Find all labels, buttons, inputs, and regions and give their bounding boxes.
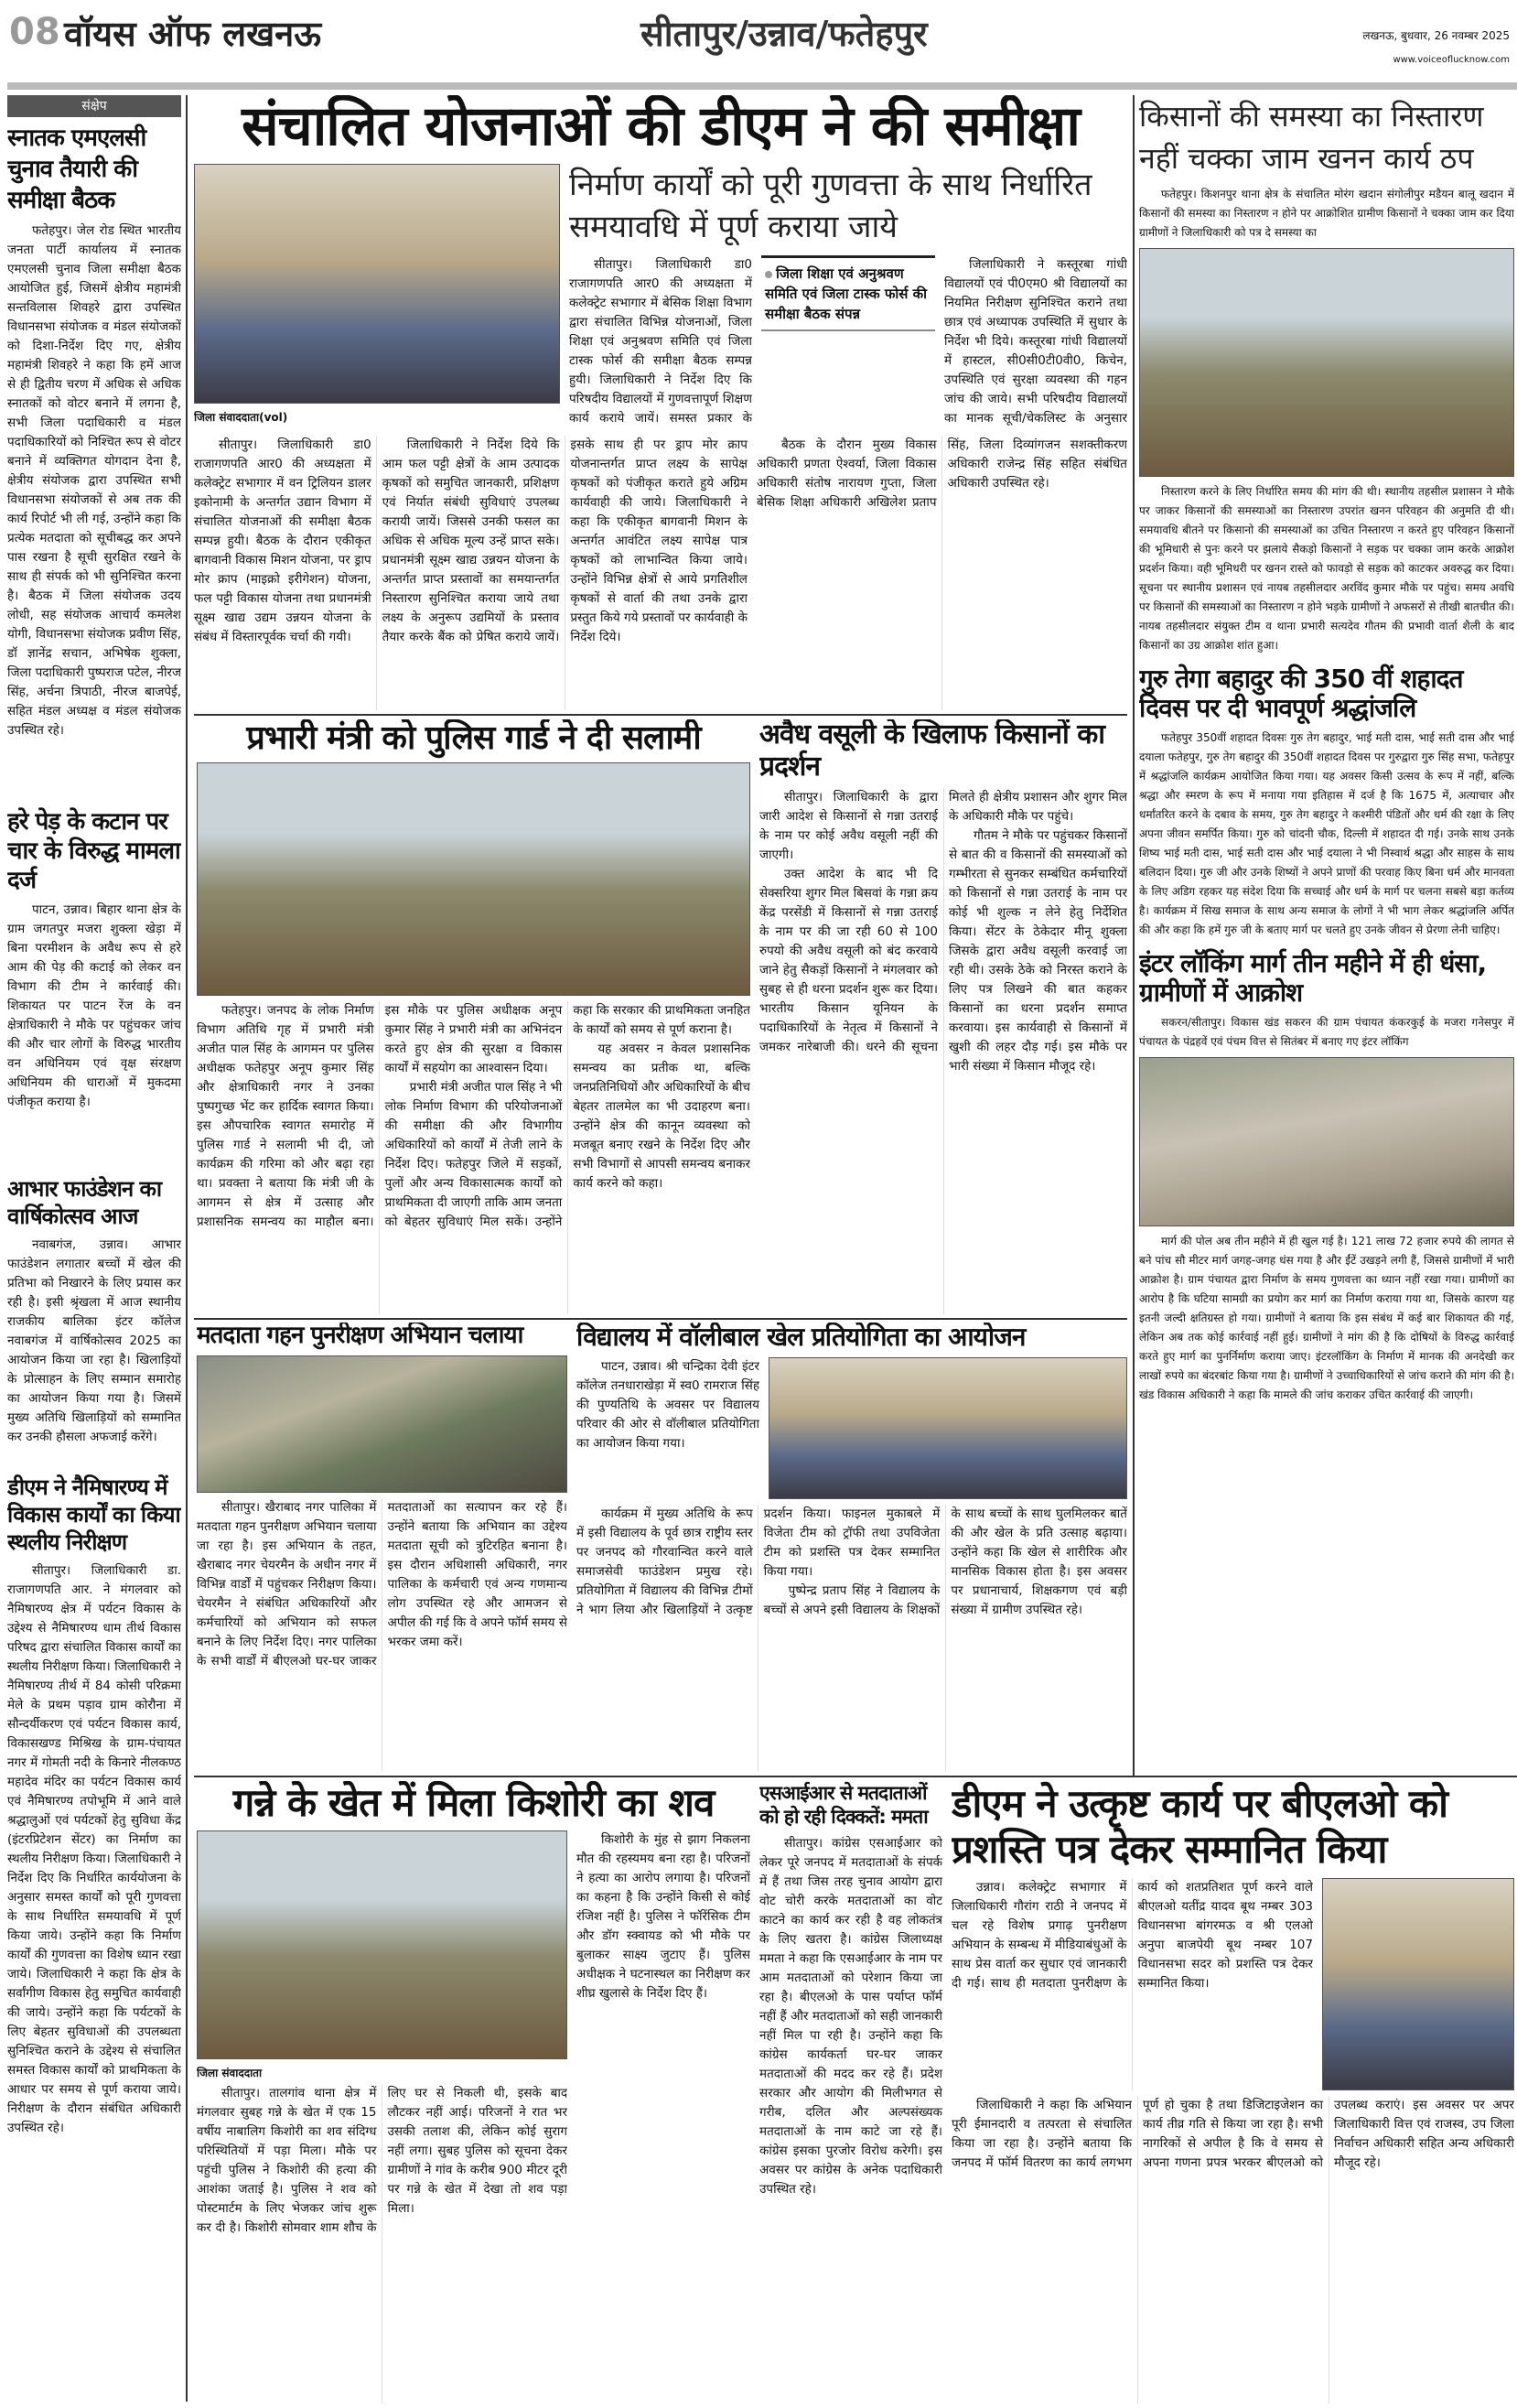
article-body bbox=[197, 2084, 567, 2403]
photo-credit: जिला संवाददाता bbox=[197, 2067, 263, 2080]
paragraph: जिलाधिकारी ने कस्तूरबा गांधी विद्यालयों एवं पी0एम0 श्री विद्यालयों का नियमित निरीक्षण सुनिश्चित कराने तथा छात्र एवं अध्यापक उपस्थिति में सुधार के निर्देश भी दिये। कस्तूरबा गांधी विद्यालयों में हास्टल, सी0सी0टी0वी0, किचेन, उपस्थिति एवं सुरक्षा व्यवस्था की गहन जांच की जाये। सभी परिषदीय विद्यालयों का मानक सूची/चेकलिस्ट के अनुसार bbox=[944, 257, 1127, 426]
headline: आभार फाउंडेशन का वार्षिकोत्सव आज bbox=[7, 1176, 162, 1229]
paragraph: यह अवसर न केवल प्रशासनिक समन्वय का प्रतीक था, बल्कि जनप्रतिनिधियों और अधिकारियों के बीच बेहतर तालमेल का भी उदाहरण बना। उन्होंने क्षेत्र की कानून व्यवस्था को मजबूत बनाए रखने के निर्देश दिए और सभी विभागों से आपसी समन्वय बनाकर कार्य करने को कहा। bbox=[573, 1042, 750, 1192]
masthead: वॉयस ऑफ लखनऊ bbox=[64, 14, 322, 54]
volleyball-story bbox=[576, 1323, 1127, 1771]
blo-story bbox=[952, 1781, 1514, 2403]
column-divider bbox=[1133, 95, 1135, 1776]
left-column bbox=[7, 95, 181, 2403]
article-body bbox=[1139, 1232, 1514, 1772]
article-body bbox=[7, 1236, 181, 1464]
paragraph: सीतापुर। खैराबाद नगर पालिका में मतदाता गहन पुनरीक्षण अभियान चलाया जा रहा है। इस अभियान के तहत, खैराबाद नगर चेयरमैन के अधीन नगर में विभिन्न वार्डों में पहुंचकर निरीक्षण किया। चेयरमैन ने संबंधित अधिकारियों और कर्मचारियों को अभियान को सफल बनाने के लिए निर्देश दिए। नगर पालिका के सभी वार्डों में बीएलओ घर-घर जाकर मतदाताओं का सत्यापन कर रहे हैं। उन्होंने बताया कि अभियान का उद्देश्य मतदाता सूची को त्रुटिरहित बनाना है। इस दौरान अधिशासी अधिकारी, नगर पालिका के कर्मचारी एवं अन्य गणमान्य लोग उपस्थित रहे और आमजन से अपील की गई कि वे अपने फॉर्म समय से भरकर जमा करें। bbox=[197, 1499, 567, 1668]
paragraph: सीतापुर। जिलाधिकारी डा0 राजागणपति आर0 की अध्यक्षता में कलेक्ट्रेट सभागार में बेसिक शिक्षा विभाग द्वारा संचालित विभिन्न योजनाओं, जिला शिक्षा एवं अनुश्रवण समिति एवं जिला टास्क फोर्स की समीक्षा बैठक सम्पन्न हुयी। जिलाधिकारी ने निर्देश दिए कि परिषदीय विद्यालयों में गुणवत्तापूर्ण शिक्षण कार्य कराये जायें। समस्त प्रकार के bbox=[569, 257, 752, 426]
voter-campaign-photo bbox=[197, 1355, 567, 1493]
article-body bbox=[757, 436, 1127, 710]
photo-credit: जिला संवाददाता(vol) bbox=[194, 411, 288, 424]
voter-story bbox=[197, 1323, 567, 1771]
headline: प्रभारी मंत्री को पुलिस गार्ड ने दी सलामी bbox=[246, 719, 701, 757]
paragraph: पुष्पेन्द्र प्रताप सिंह ने विद्यालय के बच्चों से अपने इसी विद्यालय के शिक्षकों के साथ बच्चों के साथ घुलमिलकर बातें की और खेल के प्रति उत्साह बढ़ाया। उन्होंने कहा कि खेल से शारीरिक और मानसिक विकास होता है। इस अवसर पर प्रधानाचार्य, शिक्षकगण एवं बड़ी संख्या में ग्रामीण उपस्थित रहे। bbox=[763, 1506, 1127, 1618]
section-title: सीतापुर/उन्नाव/फतेहपुर bbox=[640, 14, 928, 54]
article-body bbox=[7, 1561, 181, 2403]
article-body bbox=[576, 1357, 759, 1499]
paragraph: फतेहपुर। जनपद के लोक निर्माण विभाग अतिथि गृह में प्रभारी मंत्री अजीत पाल सिंह के आगमन पर पुलिस अधीक्षक फतेहपुर अनूप कुमार सिंह और क्षेत्राधिकारी नगर ने उनका पुष्पगुच्छ भेंट कर हार्दिक स्वागत किया। इस औपचारिक स्वागत समारोह में पुलिस गार्ड ने सलामी भी दी, जो कार्यक्रम की गरिमा को और बढ़ा रहा था। प्रवक्ता ने बताया कि मंत्री जी के आगमन से क्षेत्र में उत्साह और प्रशासनिक समन्वय का माहौल बना। इस मौके पर पुलिस अधीक्षक अनूप कुमार सिंह ने प्रभारी मंत्री का अभिनंदन करते हुए क्षेत्र की सुरक्षा व विकास कार्यों में सहयोग का आश्वासन दिया। bbox=[197, 1003, 563, 1230]
website[interactable]: www.voiceoflucknow.com bbox=[1393, 55, 1510, 65]
article-body bbox=[952, 2096, 1514, 2403]
article-body bbox=[7, 221, 181, 798]
paragraph: जिलाधिकारी ने कहा कि अभियान पूरी ईमानदारी व तत्परता से संचालित किया जा रहा है। उन्होंने बताया कि जनपद में फॉर्म वितरण का कार्य लगभग पूर्ण हो चुका है तथा डिजिटाइजेशन का कार्य तीव्र गति से किया जा रहा है। सभी नागरिकों से अपील है कि वे समय से अपना गणना प्रपत्र भरकर बीएलओ को उपलब्ध कराएं। इस अवसर पर अपर जिलाधिकारी वित्त एवं राजस्व, उप जिला निर्वाचन अधिकारी सहित अन्य अधिकारी मौजूद रहे। bbox=[952, 2098, 1514, 2170]
lead-story bbox=[194, 95, 1127, 710]
highlight-text: जिला शिक्षा एवं अनुश्रवण समिति एवं जिला टास्क फोर्स की समीक्षा बैठक संपन्न bbox=[765, 265, 928, 322]
divider bbox=[194, 1776, 1517, 1777]
minister-story bbox=[197, 719, 750, 1314]
meeting-photo bbox=[194, 164, 560, 404]
article-body bbox=[197, 1498, 567, 1771]
headline: अवैध वसूली के खिलाफ किसानों का प्रदर्शन bbox=[759, 719, 1105, 783]
article-body bbox=[1139, 185, 1514, 243]
headline: विद्यालय में वॉलीबाल खेल प्रतियोगिता का आयोजन bbox=[576, 1323, 1026, 1352]
paragraph: गौतम ने मौके पर पहुंचकर किसानों से बात की व किसानों की समस्याओं को गम्भीरता से सुनकर सम्बंधित कर्मचारियों को किसानों से गन्ना उतराई के नाम पर कोई भी शुल्क न लेने हेतु निर्देशित किया। सेंटर के ठेकेदार मीनू शुक्ला जिसके द्वारा अवैध वसूली करवाई जा रही थी। उसके ठेके को निरस्त कराने के लिए पत्र लिखने की बात कहकर किसानों का धरना प्रदर्शन समाप्त करवाया। इस कार्यवाही से किसानों में खुशी की लहर दौड़ गई। इस मौके पर भारी संख्या में किसान मौजूद रहे। bbox=[949, 828, 1127, 1074]
article-body bbox=[1139, 1013, 1514, 1052]
paragraph: फतेहपुर। किशनपुर थाना क्षेत्र के संचालित मोरंग खदान संगोलीपुर मडैयन बालू खदान में किसानों की समस्या का निस्तारण न होने पर आक्रोशित ग्रामीण किसानों ने चक्का जाम कर दिया ग्रामीणों ने जिलाधिकारी को पत्र दे समस्या का bbox=[1139, 188, 1514, 239]
headline: स्नातक एमएलसी चुनाव तैयारी की समीक्षा बैठक bbox=[7, 124, 146, 214]
paragraph: सीतापुर। कांग्रेस एसआईआर को लेकर पूरे जनपद में मतदाताओं के संपर्क में हैं तथा जिस तरह चुनाव आयोग द्वारा वोट चोरी करके मतदाताओं का वोट काटने का कार्य कर रही है वह लोकतंत्र के लिए खतरा है। कांग्रेस जिलाध्यक्ष ममता ने कहा कि एसआईआर के नाम पर आम मतदाताओं को परेशान किया जा रहा है। बीएलओ के पास पर्याप्त फॉर्म नहीं हैं और मतदाताओं को सही जानकारी नहीं मिल पा रही है। उन्होंने कहा कि कांग्रेस कार्यकर्ता घर-घर जाकर मतदाताओं की मदद कर रहे हैं। प्रदेश सरकार और आयोग की मिलीभगत से गरीब, दलित और अल्पसंख्यक मतदाताओं के नाम काटे जा रहे हैं। कांग्रेस इसका पुरजोर विरोध करेगी। इस अवसर पर कांग्रेस के अनेक पदाधिकारी उपस्थित रहे। bbox=[759, 1836, 942, 2197]
column-divider bbox=[186, 95, 188, 2402]
paragraph: नवाबगंज, उन्नाव। आभार फाउंडेशन लगातार बच्चों में खेल की प्रतिभा को निखारने के लिए प्रयास कर रही है। इसी श्रृंखला में आज स्थानीय राजकीय बालिका इंटर कॉलेज नवाबगंज में वार्षिकोत्सव 2025 का आयोजन किया जा रहा है। खिलाड़ियों के प्रोत्साहन के लिए सम्मान समारोह का आयोजन किया गया है। जिसमें मुख्य अतिथि खिलाड़ियों को सम्मानित कर उनकी हौसला अफजाई करेंगे। bbox=[7, 1237, 181, 1444]
paragraph: सकरन/सीतापुर। विकास खंड सकरन की ग्राम पंचायत कंकरकुई के मजरा गनेसपुर में पंचायत के पंद्रहवें एवं पंचम वित्त से सितंबर में बनाए गए इंटर लॉकिंग bbox=[1139, 1016, 1514, 1048]
headline: मतदाता गहन पुनरीक्षण अभियान चलाया bbox=[197, 1323, 523, 1349]
sub-headline: निर्माण कार्यों को पूरी गुणवत्ता के साथ निर्धारित समयावधि में पूर्ण कराया जाये bbox=[569, 167, 1092, 245]
headline: गन्ने के खेत में मिला किशोरी का शव bbox=[232, 1781, 715, 1825]
paragraph: निस्तारण करने के लिए निर्धारित समय की मांग की थी। स्थानीय तहसील प्रशासन ने मौके पर जाकर किसानों की समस्याओं का निस्तारण उपरांत खनन परिवहन की अनुमति दी थी। समयावधि बीतने पर किसानो की समस्याओं का उचित निस्तारण न करते हुए परिवहन किसानों की भूमिधारी से पुनः करने पर झलाये सैकड़ो किसानों ने सड़क पर चक्का जाम करके आक्रोश प्रदर्शन किया। वही भूमिधरी पर खनन रास्ते को फावड़ो से सड़क को काटकर अवरुद्ध कर दिया। सूचना पर स्थानीय प्रशासन एवं नायब तहसीलदार अरविंद कुमार मौके पर पहुंच। समय अवधि पर किसानों की समस्याओं का निस्तारण न होने भड़के ग्रामीणों ने अफसरों से तीखी बातचीत की। नायब तहसीलदार संयुक्त टीम व थाना प्रभारी सत्यदेव गौतम की प्रभावी वार्ता शैली के बाद किसानों का उग्र आक्रोश शांत हुआ। bbox=[1139, 485, 1514, 652]
paragraph: बैठक के दौरान मुख्य विकास अधिकारी प्रणता ऐश्वर्या, जिला विकास अधिकारी संतोष नारायण गुप्ता, जिला बेसिक शिक्षा अधिकारी अखिलेश प्रताप सिंह, जिला दिव्यांगजन सशक्तीकरण अधिकारी राजेन्द्र सिंह सहित संबंधित अधिकारी उपस्थित रहे। bbox=[757, 437, 1127, 510]
protest-story bbox=[759, 719, 1127, 1314]
headline: डीएम ने उत्कृष्ट कार्य पर बीएलओ को प्रशस्ति पत्र देकर सम्मानित किया bbox=[952, 1781, 1448, 1872]
paragraph: सीतापुर। जिलाधिकारी डा. राजागणपति आर. ने मंगलवार को नैमिषारण्य क्षेत्र में पर्यटन विकास के उद्देश्य से नैमिषारण्य धाम तीर्थ विकास परिषद द्वारा संचालित विकास कार्यों का स्थलीय निरीक्षण किया। जिलाधिकारी ने नैमिषारण्य तीर्थ में 84 कोसी परिक्रमा मेले के प्रथम पड़ाव ग्राम कोरौना में सौन्दर्यीकरण एवं पर्यटन विकास कार्य, विकासखण्ड मिश्रिख के ग्राम-पंचायत नगर में गोमती नदी के किनारे नीलकण्ठ महादेव मंदिर का पर्यटन विकास कार्य एवं नैमिषारण्य तपोभूमि में आने वाले श्रद्धालुओं एवं पर्यटकों हेतु सुविधा केंद्र (इंटरप्रिटेशन सेंटर) का निर्माण का स्थलीय निरीक्षण किया। जिलाधिकारी ने निर्देश दिए कि निर्धारित कार्ययोजना के अनुसार समस्त कार्यों को पूरी गुणवत्ता के साथ निर्धारित समयावधि में पूर्ण किया जाये। उन्होंने कहा कि निर्माण कार्यों की गुणवत्ता का विशेष ध्यान रखा जाये। जिलाधिकारी ने कहा कि क्षेत्र के सर्वांगीण विकास हेतु समुचित कार्यवाही की जाये। उन्होंने कहा कि पर्यटकों के लिए बेहतर सुविधाओं की उपलब्धता सुनिश्चित कराने के उद्देश्य से संचालित समस्त विकास कार्यों को प्राथमिकता के आधार पर समय से पूर्ण कराया जाये। निरीक्षण के दौरान संबंधित अधिकारी उपस्थित रहे। bbox=[7, 1563, 181, 2135]
bullet-icon bbox=[765, 271, 772, 278]
paragraph: फतेहपुर। जेल रोड स्थित भारतीय जनता पार्टी कार्यालय में स्नातक एमएलसी चुनाव जिला समीक्षा बैठक आयोजित हुई, जिसमें क्षेत्रीय महामंत्री सन्तविलास शिवहरे द्वारा उपस्थित विधानसभा संयोजक व मंडल संयोजकों को दिशा-निर्देश दिए गए, क्षेत्रीय महामंत्री शिवहरे ने कहा कि हमें आज से ही द्वितीय चरण में अधिक से अधिक स्नातकों को वोटर बनाने में लगना है, सभी जिला पदाधिकारी व मंडल पदाधिकारियों को निश्चित रूप से वोटर बनाने में व्यक्तिगत योगदान देना है, क्षेत्रीय संयोजक द्वारा उपस्थित सभी विधानसभा संयोजकों से अब तक की कार्य रिपोर्ट भी ली गई, उन्होंने कहा कि प्रत्येक मतदाता को सूचीबद्ध कर अपने पास रखना है सूची सुरक्षित रखने के साथ ही संपर्क को भी सुनिश्चित करना है। बैठक में जिला संयोजक उदय लोधी, सह संयोजक आचार्य कमलेश योगी, विधानसभा संयोजक प्रवीण सिंह, डॉ ज्ञानेंद्र सचान, अभिषेक शुक्ला, जिला पदाधिकारी पुष्पराज पटेल, नीरज सिंह, अर्चना त्रिपाठी, नीरज बाजपेई, सहित मंडल अध्यक्ष व मंडल संयोजक उपस्थित रहे। bbox=[7, 223, 181, 738]
article-body bbox=[759, 1834, 942, 2403]
headline: गुरु तेगा बहादुर की 350 वीं शहादत दिवस पर दी भावपूर्ण श्रद्धांजलि bbox=[1139, 664, 1463, 723]
lead-headline: संचालित योजनाओं की डीएम ने की समीक्षा bbox=[242, 95, 1080, 158]
article-body bbox=[944, 255, 1127, 428]
right-column bbox=[1139, 95, 1514, 1772]
paragraph: कार्यक्रम में मुख्य अतिथि के रूप में इसी विद्यालय के पूर्व छात्र राष्ट्रीय स्तर पर जनपद को गौरवान्वित करने वाले समाजसेवी फाउंडेशन प्रमुख रहे। प्रतियोगिता में विद्यालय की विभिन्न टीमों ने भाग लिया और खिलाड़ियों ने उत्कृष्ट प्रदर्शन किया। फाइनल मुकाबले में विजेता टीम को ट्रॉफी तथा उपविजेता टीम को प्रशस्ति पत्र देकर सम्मानित किया गया। bbox=[576, 1506, 941, 1618]
volleyball-event-photo bbox=[769, 1357, 1127, 1499]
headline: किसानों की समस्या का निस्तारण नहीं चक्का जाम खनन कार्य ठप bbox=[1139, 99, 1484, 176]
farmers-protest-photo bbox=[1139, 248, 1514, 477]
article-body bbox=[1139, 729, 1514, 940]
paragraph: फतेहपुर 350वीं शहादत दिवसः गुरु तेग बहादुर, भाई मती दास, भाई सती दास और भाई दयाला फतेहपुर, गुरु तेग बहादुर की 350वीं शहादत दिवस पर गुरुद्वारा गुरु सिंह सभा, फतेहपुर में श्रद्धांजलि कार्यक्रम आयोजित किया गया। यह अवसर किसी उत्सव के रूप में नहीं, बल्कि श्रद्धा और स्मरण के रूप में मनाया गया इतिहास में दर्ज है कि 1675 में, अत्याचार और धर्मांतरित करने के दबाव के समय, गुरु तेग बहादुर ने कश्मीरी पंडितों और धर्म की रक्षा के लिए अपना जीवन समर्पित किया। गुरु को चांदनी चौक, दिल्ली में शहादत दी गई। उनके साथ उनके शिष्य भाई मती दास, भाई सती दास और भाई दयाला ने भी निस्वार्थ श्रद्धा और साहस के साथ बलिदान दिया। गुरु जी और उनके शिष्यों ने अपने प्राणों की परवाह किए बिना धर्म और मानवता के लिए अडिग रहकर यह संदेश दिया कि सच्चाई और धर्म के मार्ग पर चलना सबसे बड़ा कर्तव्य है। कार्यक्रम में सिख समाज के साथ अन्य समाज के लोगों ने भी भाग लेकर श्रद्धांजलि अर्पित की और कहा कि हमें गुरु जी के बताए मार्ग पर चलते हुए उनके जीवन से प्रेरणा लेनी चाहिए। bbox=[1139, 731, 1514, 936]
headline: डीएम ने नैमिषारण्य में विकास कार्यों का किया स्थलीय निरीक्षण bbox=[7, 1474, 180, 1555]
article-body bbox=[569, 255, 752, 428]
paragraph: सीतापुर। जिलाधिकारी डा0 राजागणपति आर0 की अध्यक्षता में कलेक्ट्रेट सभागार में वन ट्रिलियन डालर इकोनामी के अन्तर्गत उद्यान विभाग में संचालित योजनाओं की समीक्षा बैठक सम्पन्न हुयी। बैठक के दौरान एकीकृत बागवानी विकास मिशन योजना, पर ड्राप मोर क्राप (माइक्रो इरीगेशन) योजना, फल पट्टी विकास योजना तथा प्रधानमंत्री सूक्ष्म खाद्य उद्यम उन्नयन योजना के संबंध में विस्तारपूर्वक चर्चा की गयी। bbox=[194, 437, 371, 644]
paragraph: सीतापुर। जिलाधिकारी के द्वारा जारी आदेश से किसानों से गन्ना उतराई के नाम पर कोई अवैध वसूली नहीं की जाएगी। bbox=[759, 790, 938, 862]
article-body bbox=[197, 1001, 750, 1314]
brief-label: संक्षेप bbox=[7, 95, 181, 117]
paragraph: पाटन, उन्नाव। श्री चन्द्रिका देवी इंटर कॉलेज तनधाराखेड़ा में स्व0 रामराज सिंह की पुण्यतिथि के अवसर पर विद्यालय परिवार की ओर से वॉलीबाल प्रतियोगिता का आयोजन किया गया। bbox=[576, 1359, 759, 1452]
article-body bbox=[1139, 482, 1514, 655]
article-body bbox=[194, 436, 748, 710]
divider bbox=[194, 1318, 1127, 1320]
article-body bbox=[576, 1830, 750, 2403]
highlight-box bbox=[761, 255, 935, 331]
article-body bbox=[759, 788, 1127, 1314]
girl-story bbox=[197, 1781, 750, 2403]
article-body bbox=[7, 901, 181, 1166]
paragraph: उन्नाव। कलेक्ट्रेट सभागार में जिलाधिकारी गौरांग राठी ने जनपद में चल रहे विशेष प्रगाढ़ पुनरीक्षण अभियान के सम्बन्ध में मीडियाबंधुओं के साथ प्रेस वार्ता कर सुधार एवं जानकारी दी गई। साथ ही मतदाता पुनरीक्षण के कार्य को शतप्रतिशत पूर्ण करने वाले बीएलओ यतींद्र यादव बूथ नम्बर 303 विधानसभा बांगरमऊ व श्री एलओ अनुपा बाजपेयी बूथ नम्बर 107 विधानसभा सदर को प्रशस्ति पत्र देकर सम्मानित किया। bbox=[952, 1880, 1313, 1991]
headline: हरे पेड़ के कटान पर चार के विरुद्ध मामला दर्ज bbox=[7, 808, 180, 894]
paragraph: मार्ग की पोल अब तीन महीने में ही खुल गई है। 121 लाख 72 हजार रुपये की लागत से बने पांच सौ मीटर मार्ग जगह-जगह धंस गया है और ईंटें उखड़ने लगी हैं, जिससे ग्रामीणों में भारी आक्रोश है। ग्राम पंचायत द्वारा निर्माण के समय गुणवत्ता का ध्यान नहीं रखा गया। ग्रामीणों का आरोप है कि घटिया सामग्री का प्रयोग कर मार्ग का निर्माण कराया गया था, जिसके कारण यह इतनी जल्दी क्षतिग्रस्त हो गया। ग्रामीणों ने बताया कि इस संबंध में कई बार शिकायत की गई, लेकिन अब तक कोई कार्रवाई नहीं हुई। ग्रामीणों ने मांग की है कि दोषियों के विरुद्ध कार्रवाई करते हुए मार्ग का पुनर्निर्माण कराया जाए। इंटरलॉकिंग के निर्माण में मानक की अनदेखी कर लाखों रुपये का बंदरबांट किया गया है। ग्रामीणों ने उच्चाधिकारियों से जांच कराने की मांग की है। खंड विकास अधिकारी ने कहा कि मामले की जांच कराकर उचित कार्रवाई की जाएगी। bbox=[1139, 1235, 1514, 1401]
guard-of-honour-photo bbox=[197, 762, 750, 996]
paragraph: उक्त आदेश के बाद भी दि सेक्सरिया शुगर मिल बिसवां के गन्ना क्रय केंद्र परसेंडी में किसानों से गन्ना उतराई के नाम पर की जा रही 60 से 100 रुपयो की अवैध वसूली को बंद करवाये जाने हेतु सैकड़ों किसानों ने मंगलवार को सुबह से ही धरना प्रदर्शन शुरू कर दिया। भारतीय किसान यूनियन के पदाधिकारियों के नेतृत्व में किसानों ने जमकर नारेबाजी की। धरने की सूचना मिलते ही क्षेत्रीय प्रशासन और शुगर मिल के अधिकारी मौके पर पहुंचे। bbox=[759, 790, 1127, 1054]
headline: इंटर लॉकिंग मार्ग तीन महीने में ही धंसा, ग्रामीणों में आक्रोश bbox=[1139, 948, 1487, 1008]
header-bar bbox=[7, 82, 1517, 90]
award-ceremony-photo bbox=[1322, 1878, 1514, 2090]
crime-scene-photo bbox=[197, 1830, 567, 2059]
paragraph: पाटन, उन्नाव। बिहार थाना क्षेत्र के ग्राम जगतपुर मजरा शुक्ला खेड़ा में बिना परमीशन के अवैध रूप से हरे आम की पेड़ की कटाई को लेकर वन विभाग की टीम ने कार्रवाई की। शिकायत पर पाटन रेंज के वन क्षेत्राधिकारी ने मौके पर पहुंचकर जांच की और चार लोगों के विरुद्ध भारतीय वन अधिनियम एवं वृक्ष संरक्षण अधिनियम की धाराओं में मुकदमा पंजीकृत कराया है। bbox=[7, 902, 181, 1109]
page-number: 08 bbox=[9, 11, 60, 53]
damaged-road-photo bbox=[1139, 1057, 1514, 1226]
sir-story bbox=[759, 1781, 942, 2403]
headline: एसआईआर से मतदाताओं को हो रही दिक्कतें: ममता bbox=[759, 1782, 928, 1828]
article-body bbox=[576, 1505, 1127, 1771]
divider bbox=[194, 714, 1127, 716]
paragraph: सीतापुर। तालगांव थाना क्षेत्र में मंगलवार सुबह गन्ने के खेत में एक 15 वर्षीय नाबालिग किशोरी का शव संदिग्ध परिस्थितियों में पड़ा मिला। मौके पर पहुंची पुलिस ने किशोरी की हत्या की आशंका जताई है। पुलिस ने शव को पोस्टमार्टम के लिए भेजकर जांच शुरू कर दी है। किशोरी सोमवार शाम शौच के लिए घर से निकली थी, इसके बाद लौटकर नहीं आई। परिजनों ने रात भर उसकी तलाश की, लेकिन कोई सुराग नहीं लगा। सुबह पुलिस को सूचना देकर ग्रामीणों ने गांव के करीब 900 मीटर दूरी पर गन्ने के खेत में देखा तो शव पड़ा मिला। bbox=[197, 2086, 567, 2236]
paragraph: प्रभारी मंत्री अजीत पाल सिंह ने भी लोक निर्माण विभाग की परियोजनाओं की समीक्षा की और विभागीय अधिकारियों को कार्यों में तेजी लाने के निर्देश दिए। फतेहपुर जिले में सड़कों, पुलों और अन्य विकासात्मक कार्यों को प्राथमिकता दी जाएगी ताकि आम जनता को बेहतर सुविधाएं मिल सकें। उन्होंने कहा कि सरकार की प्राथमिकता जनहित के कार्यों को समय से पूर्ण कराना है। bbox=[384, 1003, 750, 1230]
paragraph: किशोरी के मुंह से झाग निकलना मौत की रहस्यमय बना रहा है। परिजनों ने हत्या का आरोप लगाया है। परिजनों का कहना है कि उन्होंने किसी से कोई रंजिश नहीं है। पुलिस ने फॉरेंसिक टीम और डॉग स्क्वायड को भी मौके पर बुलाकर साक्ष्य जुटाए हैं। पुलिस अधीक्षक ने घटनास्थल का निरीक्षण कर शीघ्र खुलासे के निर्देश दिए हैं। bbox=[576, 1832, 750, 2002]
article-body bbox=[952, 1878, 1313, 2090]
paragraph: जिलाधिकारी ने निर्देश दिये कि आम फल पट्टी क्षेत्रों के आम उत्पादक कृषकों को समुचित जानकारी, प्रशिक्षण एवं निर्यात संबंधी सुविधाएं उपलब्ध करायी जायें। जिससे उनकी फसल का अधिक से अधिक मूल्य उन्हें प्राप्त सके। प्रधानमंत्री सूक्ष्म खाद्य उन्नयन योजना के अन्तर्गत प्राप्त प्रस्तावों का समयान्तर्गत निस्तारण सुनिश्चित कराया जाये तथा लक्ष्य के अनुरूप उद्यमियों के प्रस्ताव तैयार करके बैंक को प्रेषित कराये जायें। इसके साथ ही पर ड्राप मोर क्राप योजनान्तर्गत प्राप्त लक्ष्य के सापेक्ष कृषकों को पंजीकृत कराते हुये अग्रिम कार्यवाही की जाये। जिलाधिकारी ने कहा कि एकीकृत बागवानी मिशन के अन्तर्गत आवंटित लक्ष्य सापेक्ष पात्र कृषकों को लाभान्वित किया जाये। उन्होंने विभिन्न क्षेत्रों से आये प्रगतिशील कृषकों से वार्ता की तथा उनके द्वारा प्रस्तुत किये गये प्रस्तावों पर कार्यवाही के निर्देश दिये। bbox=[382, 437, 748, 644]
dateline: लखनऊ, बुधवार, 26 नवम्बर 2025 bbox=[1362, 29, 1510, 42]
